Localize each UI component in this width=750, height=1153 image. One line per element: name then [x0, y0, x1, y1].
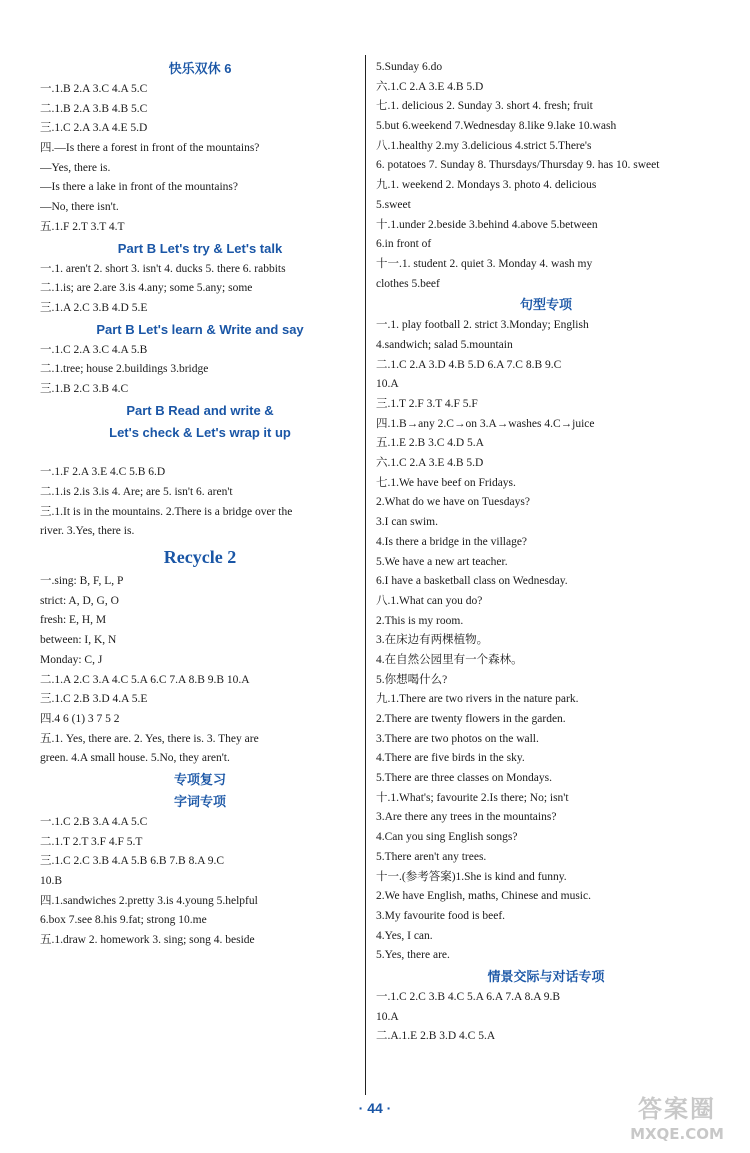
answer-line: 三.1.T 2.F 3.T 4.F 5.F [376, 398, 478, 410]
answer-line: 一.1.C 2.C 3.B 4.C 5.A 6.A 7.A 8.A 9.B [376, 990, 561, 1003]
answer-line: 4.sandwich; salad 5.mountain [376, 338, 513, 351]
answer-line: 10.A [376, 378, 399, 391]
section-heading: 句型专项 [519, 297, 572, 313]
answer-line: 六.1.C 2.A 3.E 4.B 5.D [376, 457, 484, 470]
answer-line: 四.1.B→any 2.C→on 3.A→washes 4.C→juice [376, 417, 595, 430]
answer-line: 2.This is my room. [376, 614, 464, 627]
answer-line: 6.I have a basketball class on Wednesday. [376, 575, 568, 588]
section-heading: 情景交际与对话专项 [487, 968, 605, 984]
answer-line: Monday: C, J [40, 653, 103, 666]
answer-line: 四.—Is there a forest in front of the mountains? [40, 142, 260, 155]
watermark-logo [612, 1094, 742, 1148]
answer-line: 五.1. Yes, there are. 2. Yes, there is. 3. They are [40, 732, 259, 745]
answer-line: fresh: E, H, M [40, 614, 107, 627]
answer-line: 四.1.sandwiches 2.pretty 3.is 4.young 5.helpful [40, 894, 258, 907]
answer-line: 6.box 7.see 8.his 9.fat; strong 10.me [40, 914, 207, 927]
section-heading: 快乐双休 6 [168, 61, 232, 76]
answer-line: 六.1.C 2.A 3.E 4.B 5.D [376, 80, 484, 93]
answer-line: 十一.(参考答案)1.She is kind and funny. [376, 870, 567, 883]
answer-line: 五.1.draw 2. homework 3. sing; song 4. beside [40, 934, 255, 947]
answer-line: clothes 5.beef [376, 277, 440, 290]
answer-line: 一.sing: B, F, L, P [40, 575, 124, 588]
answer-line: 5.Yes, there are. [376, 949, 450, 962]
answer-line: 3.Are there any trees in the mountains? [376, 811, 557, 824]
answer-line: 5.你想喝什么? [376, 673, 448, 686]
answer-line: 八.1.healthy 2.my 3.delicious 4.strict 5.There's [376, 139, 592, 152]
answer-line: 一.1.C 2.A 3.C 4.A 5.B [40, 343, 148, 356]
answer-line: 4.Can you sing English songs? [376, 831, 518, 844]
answer-line: 二.1.is; are 2.are 3.is 4.any; some 5.any; some [40, 282, 253, 295]
section-heading: Part B Read and write & [126, 402, 274, 418]
answer-line: —Yes, there is. [40, 161, 111, 174]
answer-line: 三.1.C 2.B 3.D 4.A 5.E [40, 693, 148, 706]
column-divider [365, 55, 366, 1095]
answer-line: —No, there isn't. [40, 201, 119, 214]
answer-line: 二.1.is 2.is 3.is 4. Are; are 5. isn't 6. aren't [40, 486, 233, 498]
spacer [40, 444, 360, 464]
answer-line: 五.1.F 2.T 3.T 4.T [40, 220, 125, 233]
answer-line: 5.Sunday 6.do [376, 61, 443, 73]
answer-line: —Is there a lake in front of the mountains? [40, 181, 238, 194]
answer-line: 6.in front of [376, 238, 432, 251]
answer-line: 5.We have a new art teacher. [376, 555, 508, 568]
answer-line: 十.1.under 2.beside 3.behind 4.above 5.between [376, 218, 598, 231]
answer-line: 二.A.1.E 2.B 3.D 4.C 5.A [376, 1030, 496, 1043]
answer-line: 二.1.T 2.T 3.F 4.F 5.T [40, 835, 143, 848]
answer-line: 3.There are two photos on the wall. [376, 732, 539, 745]
answer-line: 九.1.There are two rivers in the nature park. [376, 693, 579, 706]
section-heading: Let's check & Let's wrap it up [109, 424, 291, 440]
answer-line: 二.1.A 2.C 3.A 4.C 5.A 6.C 7.A 8.B 9.B 10.A [40, 673, 250, 686]
answer-line: 10.A [376, 1010, 399, 1023]
answer-line: 4.在自然公园里有一个森林。 [376, 653, 523, 666]
answer-line: between: I, K, N [40, 634, 117, 647]
answer-line: 三.1.C 2.C 3.B 4.A 5.B 6.B 7.B 8.A 9.C [40, 855, 225, 868]
answer-line: 一.1.F 2.A 3.E 4.C 5.B 6.D [40, 466, 166, 479]
answer-line: green. 4.A small house. 5.No, they aren't. [40, 752, 230, 765]
section-heading: Part B Let's try & Let's talk [117, 240, 283, 256]
answer-line: 七.1. delicious 2. Sunday 3. short 4. fresh; fruit [376, 100, 593, 113]
answer-line: 二.1.tree; house 2.buildings 3.bridge [40, 363, 209, 376]
answer-line: 6. potatoes 7. Sunday 8. Thursdays/Thursday 9. has 10. sweet [376, 159, 660, 172]
answer-line: 5.but 6.weekend 7.Wednesday 8.like 9.lake 10.wash [376, 120, 617, 133]
answer-line: 八.1.What can you do? [376, 594, 483, 607]
answer-line: 三.1.It is in the mountains. 2.There is a bridge over the [40, 505, 293, 518]
answer-line: 一.1.B 2.A 3.C 4.A 5.C [40, 83, 148, 95]
answer-line: 4.Yes, I can. [376, 929, 433, 942]
answer-line: 二.1.C 2.A 3.D 4.B 5.D 6.A 7.C 8.B 9.C [376, 358, 562, 371]
answer-line: 4.Is there a bridge in the village? [376, 535, 528, 548]
watermark-bottom: MXQE.COM [630, 1125, 724, 1143]
section-heading: Part B Let's learn & Write and say [96, 321, 304, 337]
answer-line: 三.1.C 2.A 3.A 4.E 5.D [40, 122, 148, 135]
answer-line: 三.1.A 2.C 3.B 4.D 5.E [40, 301, 148, 314]
section-heading: 专项复习 [173, 771, 226, 787]
answer-line: 4.There are five birds in the sky. [376, 752, 525, 765]
answer-line: 九.1. weekend 2. Mondays 3. photo 4. delicious [376, 179, 597, 192]
answer-line: 2.We have English, maths, Chinese and music. [376, 890, 591, 903]
answer-line: 5.sweet [376, 198, 411, 211]
answer-line: river. 3.Yes, there is. [40, 525, 135, 538]
answer-line: 5.There are three classes on Mondays. [376, 772, 552, 785]
answer-line: 三.1.B 2.C 3.B 4.C [40, 382, 129, 395]
answer-line: 七.1.We have beef on Fridays. [376, 476, 516, 489]
right-column [376, 58, 716, 1047]
section-heading: Recycle 2 [163, 547, 237, 568]
answer-line: 5.There aren't any trees. [376, 850, 487, 863]
answer-line: 四.4 6 (1) 3 7 5 2 [40, 712, 120, 725]
page-number: · 44 · [358, 1100, 392, 1116]
section-heading: 字词专项 [173, 793, 226, 809]
answer-line: 十.1.What's; favourite 2.Is there; No; isn't [376, 791, 569, 804]
answer-line: 10.B [40, 875, 63, 887]
answer-line: 二.1.B 2.A 3.B 4.B 5.C [40, 102, 148, 115]
answer-line: 一.1. play football 2. strict 3.Monday; English [376, 319, 589, 332]
answer-line: 3.My favourite food is beef. [376, 909, 506, 922]
answer-line: 五.1.E 2.B 3.C 4.D 5.A [376, 437, 484, 450]
answer-line: 2.What do we have on Tuesdays? [376, 496, 530, 509]
answer-line: 一.1.C 2.B 3.A 4.A 5.C [40, 815, 148, 828]
answer-line: strict: A, D, G, O [40, 594, 119, 607]
watermark-top: 答案圈 [638, 1095, 716, 1123]
answer-line: 一.1. aren't 2. short 3. isn't 4. ducks 5. there 6. rabbits [40, 262, 286, 275]
answer-line: 2.There are twenty flowers in the garden. [376, 713, 566, 725]
answer-line: 3.I can swim. [376, 516, 438, 529]
answer-line: 3.在床边有两棵植物。 [376, 634, 489, 647]
left-column [40, 58, 360, 951]
answer-line: 十一.1. student 2. quiet 3. Monday 4. wash my [376, 257, 593, 270]
